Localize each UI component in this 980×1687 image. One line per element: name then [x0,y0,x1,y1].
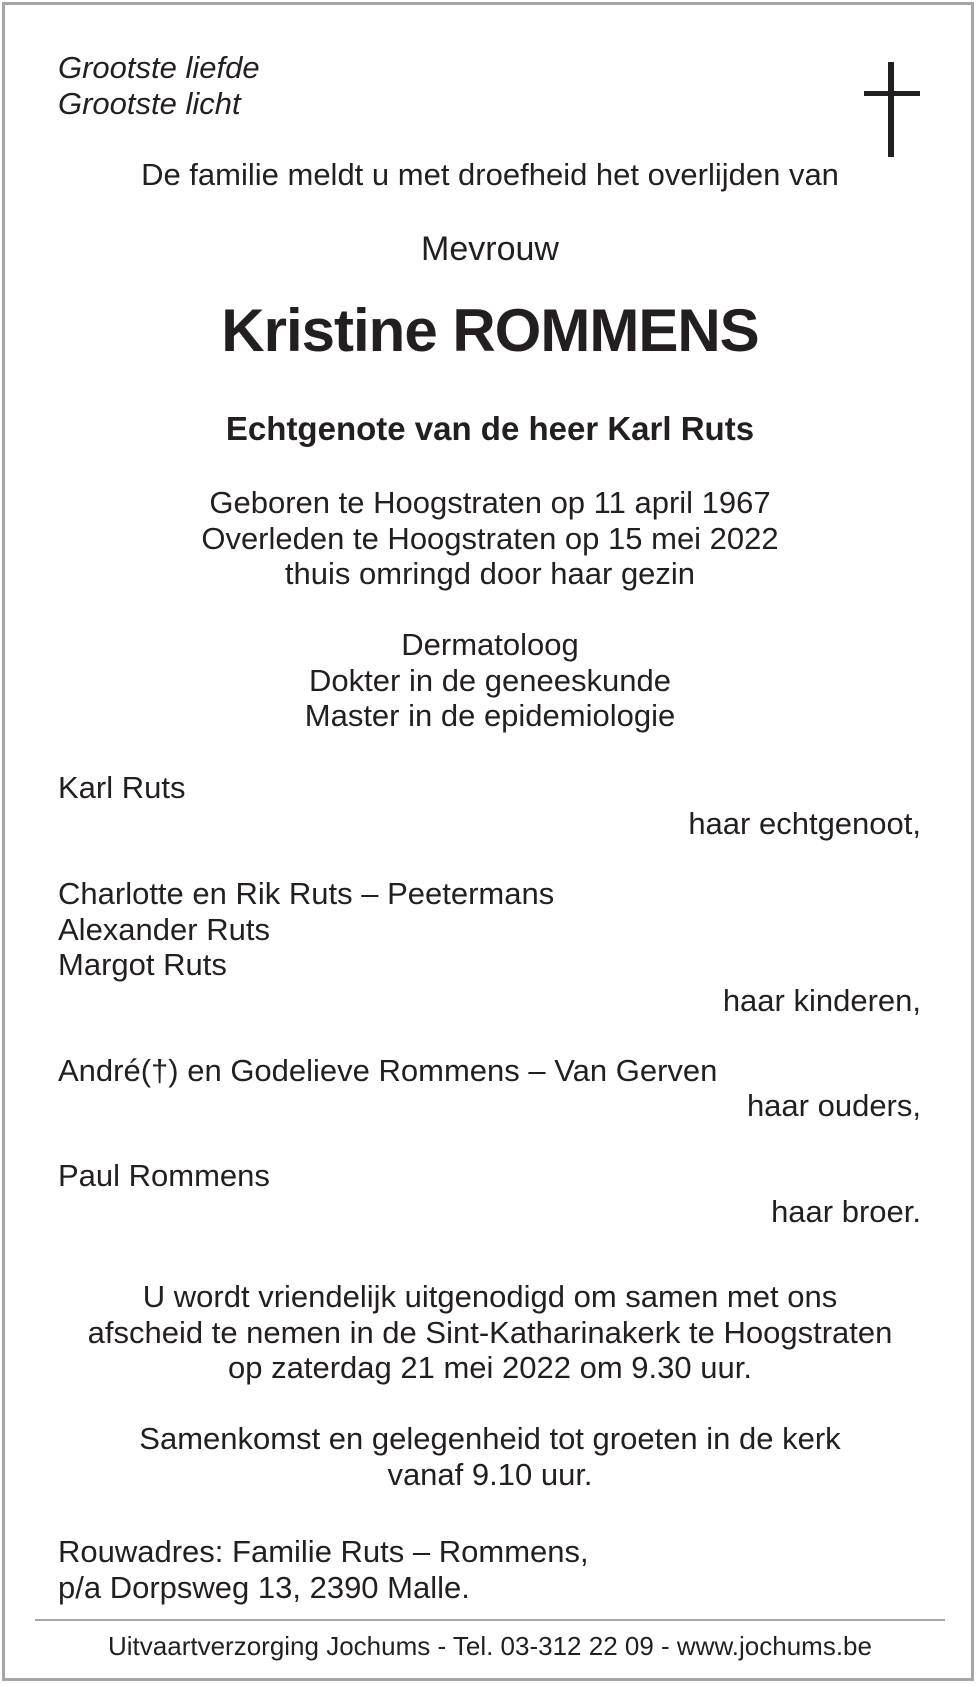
honorific: Mevrouw [421,230,559,268]
life-dates [0,485,980,592]
family-relation: haar ouders, [746,1088,921,1123]
invitation-block [0,1279,980,1386]
profession-line: Dokter in de geneeskunde [309,662,671,698]
family-relation: haar kinderen, [722,983,921,1018]
spouse-line: Echtgenote van de heer Karl Ruts [225,410,755,447]
family-relation: haar broer. [771,1194,921,1229]
family-name: Charlotte en Rik Ruts – Peetermans [58,876,555,911]
deceased-name: Kristine ROMMENS [221,297,759,364]
gathering-line: Samenkomst en gelegenheid tot groeten in de kerk [139,1421,841,1456]
address-line: Rouwadres: Familie Ruts – Rommens, [58,1534,589,1569]
invitation-line: op zaterdag 21 mei 2022 om 9.30 uur. [228,1350,752,1385]
profession-line: Master in de epidemiologie [304,698,676,733]
motto-line: Grootste licht [58,86,241,121]
motto [58,50,260,122]
life-line: Overleden te Hoogstraten op 15 mei 2022 [201,520,779,556]
invitation-line: U wordt vriendelijk uitgenodigd om samen met ons [142,1279,838,1314]
family-name: Karl Ruts [58,770,186,805]
profession-line: Dermatoloog [401,627,579,662]
family-names-children [58,876,554,983]
life-line: thuis omringd door haar gezin [284,556,696,591]
motto-line: Grootste liefde [58,50,260,85]
gathering-line: vanaf 9.10 uur. [387,1456,593,1492]
gathering-block [0,1421,980,1492]
footer-text: Uitvaartverzorging Jochums - Tel. 03-312 22 09 - www.jochums.be [108,1631,872,1661]
family-names-parents [58,1053,717,1089]
life-line: Geboren te Hoogstraten op 11 april 1967 [209,485,771,520]
family-names-brother [58,1158,270,1194]
family-name: André(†) en Godelieve Rommens – Van Gerven [58,1053,718,1088]
invitation-line: afscheid te nemen in de Sint-Katharinakerk te Hoogstraten [87,1314,893,1350]
family-name: Paul Rommens [58,1158,270,1193]
profession-block [0,627,980,734]
cross-icon [864,62,920,157]
footer-divider [35,1619,945,1621]
family-relation: haar echtgenoot, [688,806,921,841]
family-name: Margot Ruts [58,947,227,982]
intro-text: De familie meldt u met droefheid het overlijden van [141,157,839,192]
family-names-spouse [58,770,185,806]
address-line: p/a Dorpsweg 13, 2390 Malle. [58,1569,470,1605]
mourning-address [58,1534,589,1605]
family-name: Alexander Ruts [58,911,270,947]
